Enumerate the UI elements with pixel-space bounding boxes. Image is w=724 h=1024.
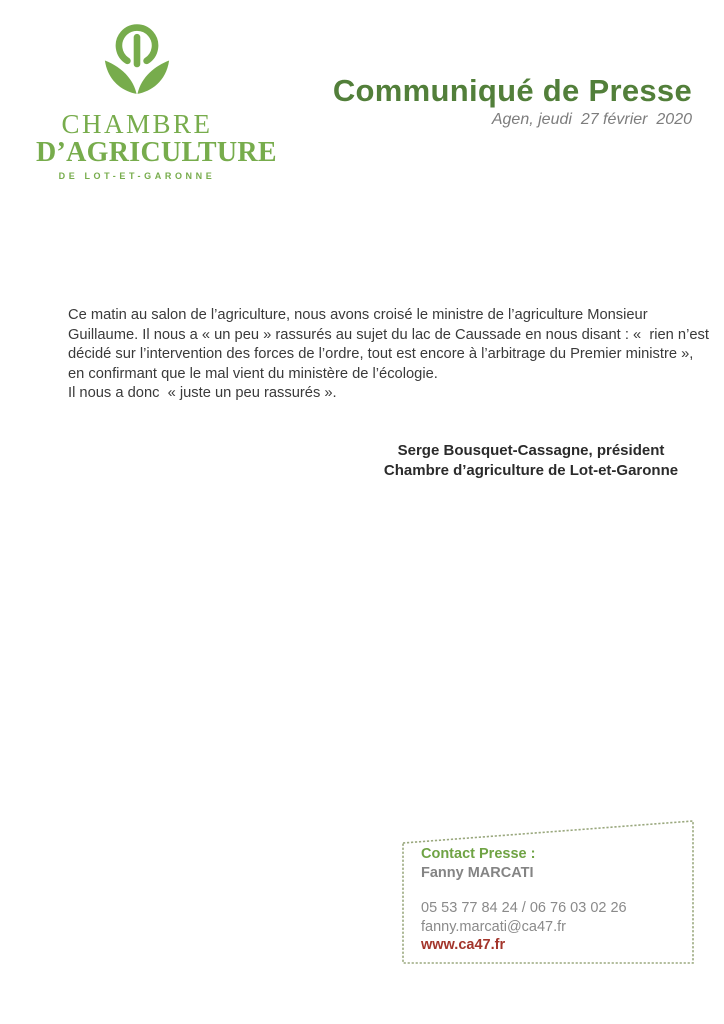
power-sprout-icon [91,20,183,108]
signature-block [368,441,694,480]
body-line: décidé sur l’intervention des forces de l’ordre, tout est encore à l’arbitrage du Premier ministre », [68,346,694,363]
body-line: Ce matin au salon de l’agriculture, nous avons croisé le ministre de l’agriculture Monsieur [68,307,648,323]
logo-text-chambre: CHAMBRE [61,109,213,139]
contact-name: Fanny MARCATI [421,864,534,881]
logo-text-department: DE LOT-ET-GARONNE [58,171,216,181]
dateline: Agen, jeudi 27 février 2020 [491,111,692,128]
chamber-logo [36,20,277,182]
body-line: Il nous a donc « juste un peu rassurés ». [68,385,337,402]
signature-organization: Chambre d’agriculture de Lot-et-Garonne [383,461,679,479]
contact-presse-label: Contact Presse : [421,846,536,862]
contact-phone-numbers: 05 53 77 84 24 / 06 76 03 02 26 [421,900,627,916]
press-release-title: Communiqué de Presse [332,73,692,108]
contact-email: fanny.marcati@ca47.fr [421,918,567,935]
document-header [333,74,692,130]
body-line: en confirmant que le mal vient du ministère de l’écologie. [68,365,438,382]
contact-box [421,845,627,955]
signature-name: Serge Bousquet-Cassagne, président [397,442,665,459]
logo-text-agriculture: D’AGRICULTURE [36,137,277,168]
body-paragraph [68,306,709,404]
contact-website-link: www.ca47.fr [421,937,506,953]
body-line: Guillaume. Il nous a « un peu » rassurés au sujet du lac de Caussade en nous disant : « rien n’est [68,326,709,343]
